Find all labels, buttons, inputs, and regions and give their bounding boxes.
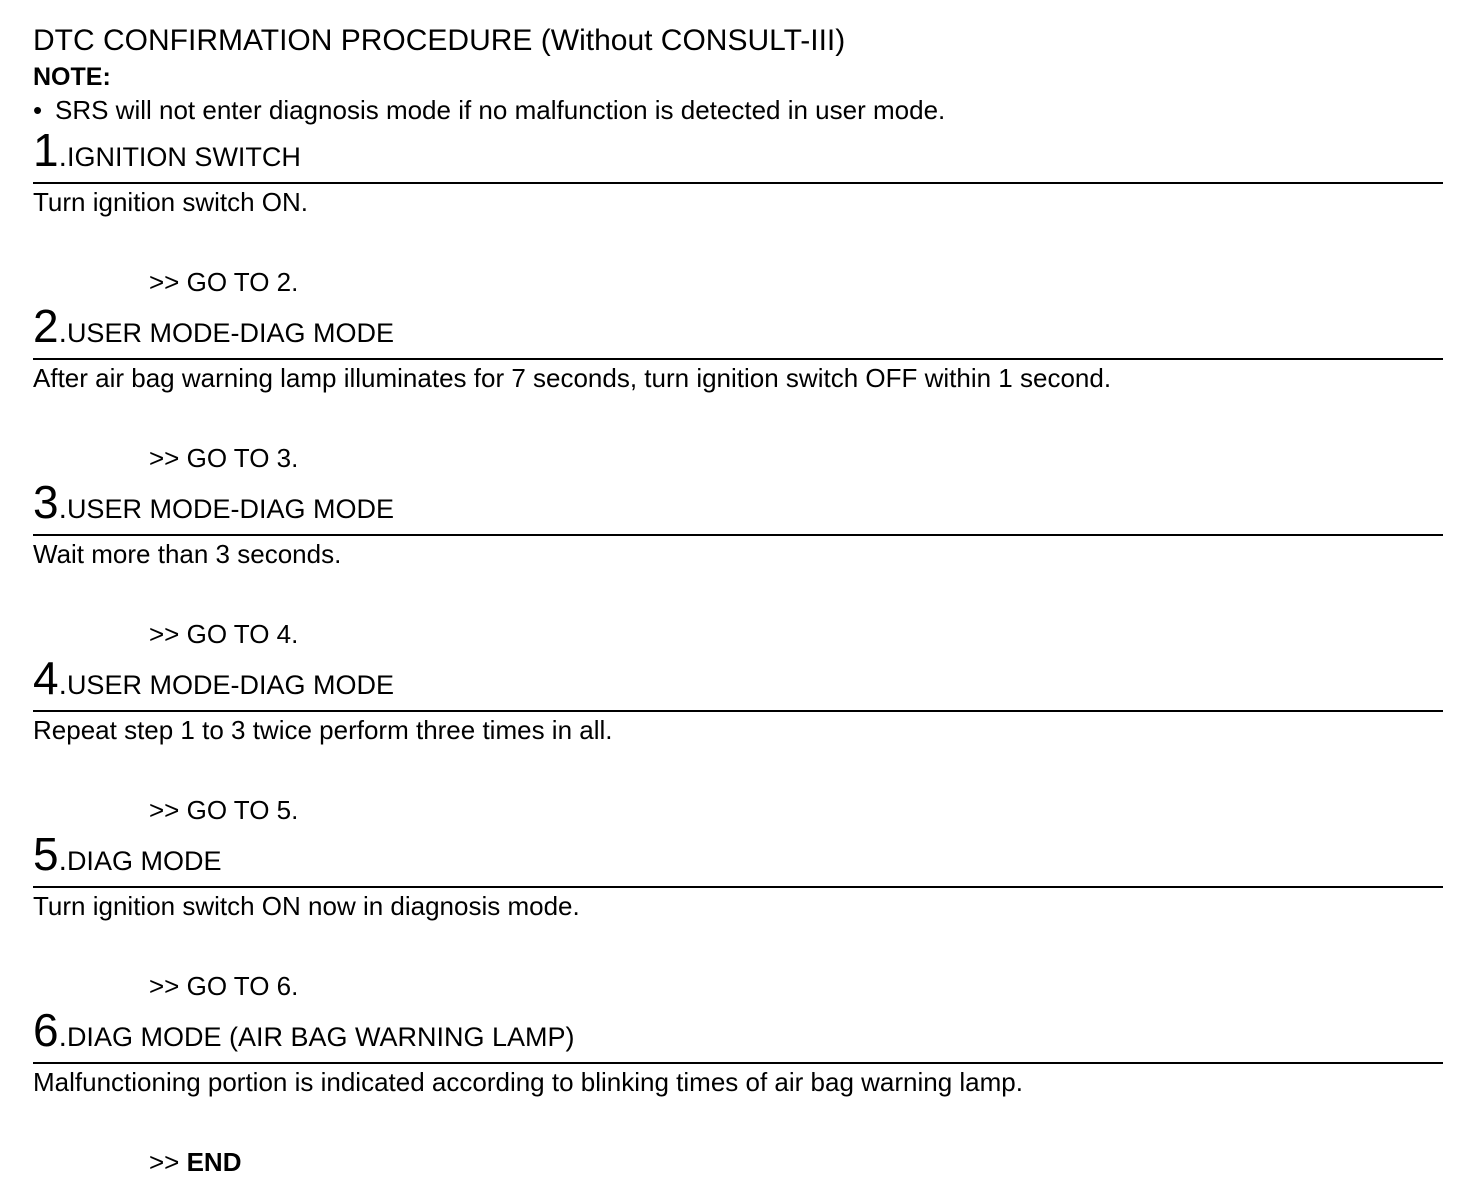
step-title: USER MODE-DIAG MODE xyxy=(66,318,394,348)
step-dot: . xyxy=(58,316,67,349)
note-text: SRS will not enter diagnosis mode if no malfunction is detected in user mode. xyxy=(55,95,946,125)
step-end xyxy=(149,1147,242,1177)
step-goto xyxy=(149,971,298,1001)
goto-arrow: >> xyxy=(149,619,187,649)
step-divider xyxy=(33,534,1443,536)
step-title: USER MODE-DIAG MODE xyxy=(66,494,394,524)
bullet-icon: • xyxy=(33,95,43,125)
step-number: 1 xyxy=(33,124,59,176)
goto-arrow: >> xyxy=(149,795,187,825)
note-label: NOTE: xyxy=(33,63,111,91)
page-title: DTC CONFIRMATION PROCEDURE (Without CONSULT-III) xyxy=(33,24,846,57)
goto-target: GO TO 4. xyxy=(186,619,299,649)
step-instruction: Wait more than 3 seconds. xyxy=(33,539,342,569)
step-goto xyxy=(149,267,298,297)
goto-target: GO TO 3. xyxy=(186,443,299,473)
step-divider xyxy=(33,710,1443,712)
step-dot: . xyxy=(58,1020,67,1053)
end-label: END xyxy=(186,1147,242,1177)
step-number: 2 xyxy=(33,300,59,352)
step-divider xyxy=(33,1062,1443,1064)
step-heading xyxy=(33,477,394,527)
step-dot: . xyxy=(58,492,67,525)
step-goto xyxy=(149,795,298,825)
step-divider xyxy=(33,182,1443,184)
step-heading xyxy=(33,1005,574,1055)
step-divider xyxy=(33,358,1443,360)
step-goto xyxy=(149,443,298,473)
step-heading xyxy=(33,829,221,879)
step-divider xyxy=(33,886,1443,888)
note-item xyxy=(33,95,945,125)
step-number: 4 xyxy=(33,652,59,704)
step-dot: . xyxy=(58,844,67,877)
goto-target: GO TO 5. xyxy=(186,795,299,825)
step-instruction: Malfunctioning portion is indicated according to blinking times of air bag warning lamp. xyxy=(33,1067,1023,1097)
step-number: 6 xyxy=(33,1004,59,1056)
step-title: IGNITION SWITCH xyxy=(66,142,301,172)
goto-arrow: >> xyxy=(149,267,187,297)
step-heading xyxy=(33,301,394,351)
step-dot: . xyxy=(58,668,67,701)
step-dot: . xyxy=(58,140,67,173)
step-instruction: Repeat step 1 to 3 twice perform three times in all. xyxy=(33,715,613,745)
goto-target: GO TO 6. xyxy=(186,971,299,1001)
step-number: 3 xyxy=(33,476,59,528)
step-title: DIAG MODE (AIR BAG WARNING LAMP) xyxy=(66,1022,575,1052)
goto-arrow: >> xyxy=(149,443,187,473)
goto-arrow: >> xyxy=(149,1147,187,1177)
step-heading xyxy=(33,125,301,175)
step-instruction: After air bag warning lamp illuminates for 7 seconds, turn ignition switch OFF within 1 second. xyxy=(33,363,1112,393)
step-heading xyxy=(33,653,394,703)
goto-arrow: >> xyxy=(149,971,187,1001)
step-title: USER MODE-DIAG MODE xyxy=(66,670,394,700)
step-goto xyxy=(149,619,298,649)
goto-target: GO TO 2. xyxy=(186,267,299,297)
step-title: DIAG MODE xyxy=(66,846,222,876)
step-instruction: Turn ignition switch ON. xyxy=(33,187,309,217)
step-instruction: Turn ignition switch ON now in diagnosis mode. xyxy=(33,891,580,921)
step-number: 5 xyxy=(33,828,59,880)
